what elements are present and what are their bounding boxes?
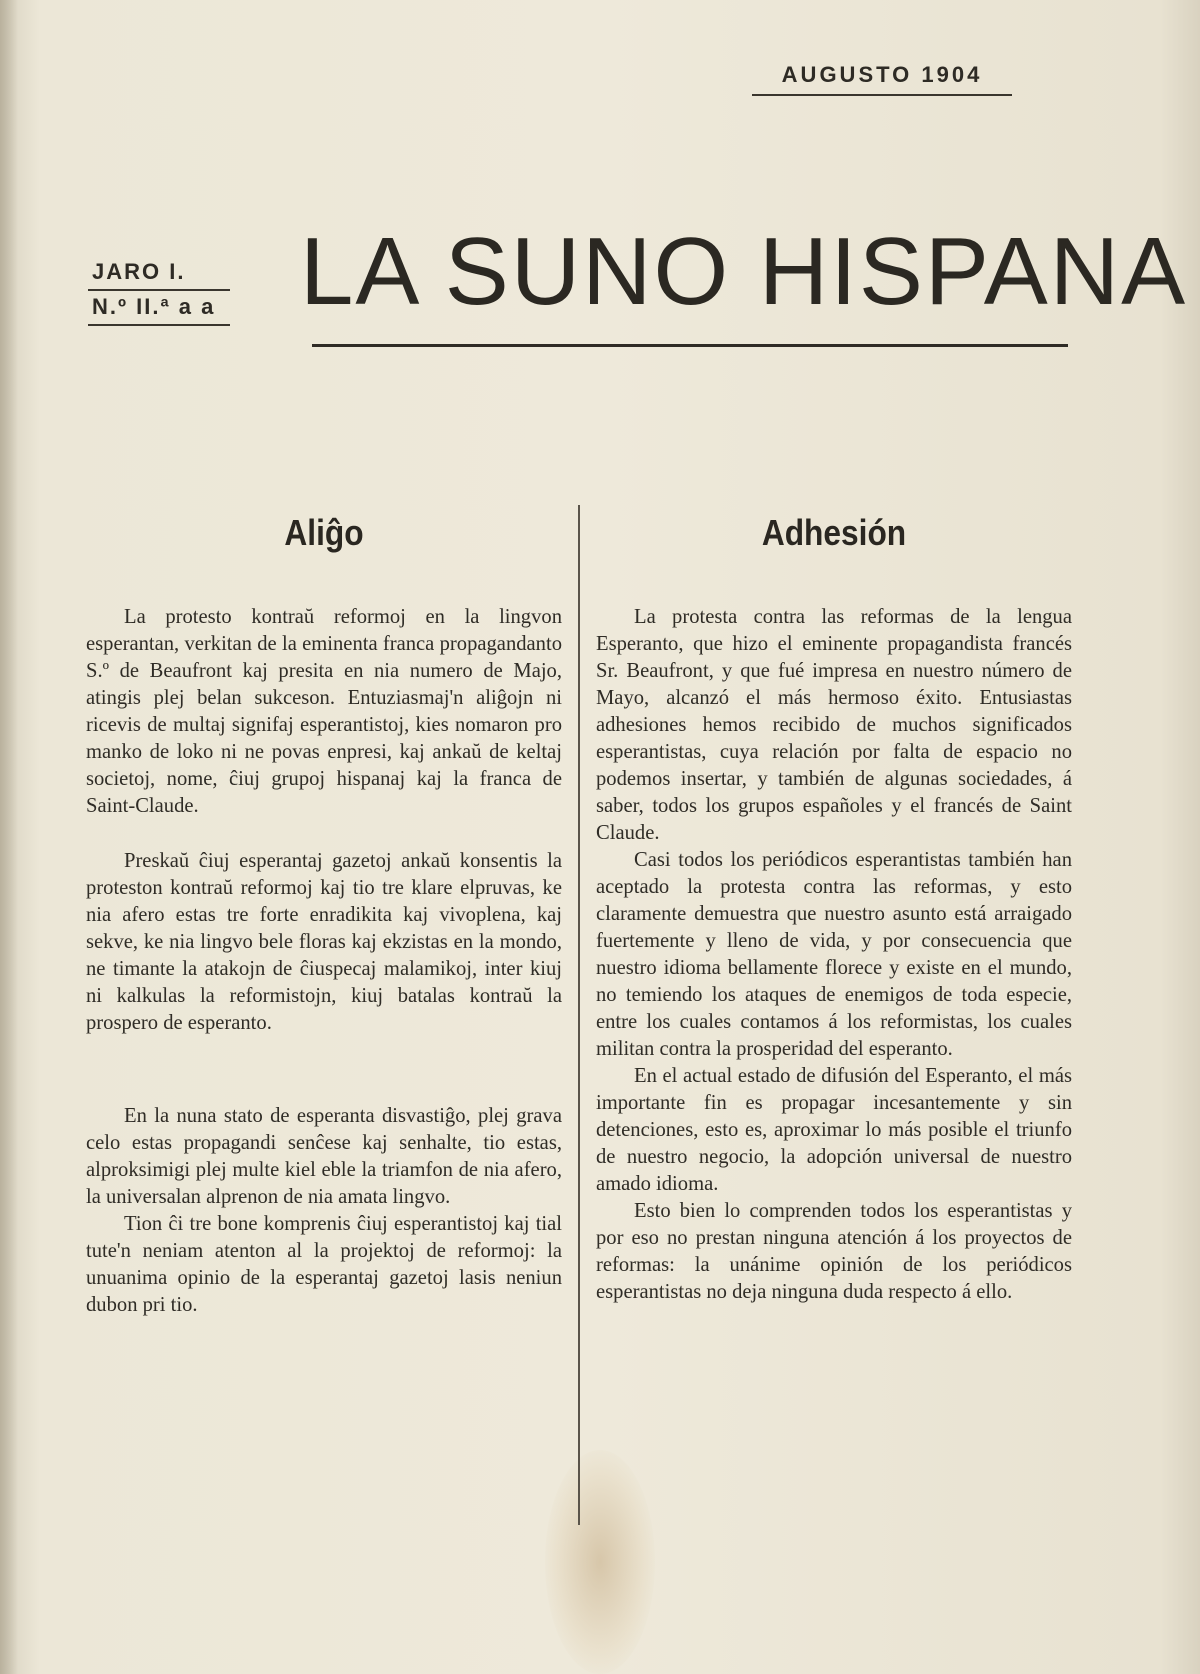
issue-info	[88, 256, 230, 326]
right-paragraph: La protesta contra las reformas de la lengua Esperanto, que hizo el eminente propagandista francés Sr. Beaufront, y que fué impresa en nuestro número de Mayo, alcanzó el más hermoso éxito. Entusiastas adhesiones hemos recibido de muchos significados esperantistas, cuya relación por falta de espacio no podemos insertar, y también de algunas sociedades, á saber, todos los grupos españoles y el francés de Saint Claude.	[596, 606, 1072, 844]
left-paragraph: Tion ĉi tre bone komprenis ĉiuj esperantistoj kaj tial tute'n neniam atenton al la projektoj de reformoj: la unuanima opinio de la esperantaj gazetoj lasis neniun dubon pri tio.	[86, 1213, 562, 1316]
binding-shadow	[0, 0, 18, 1674]
left-column-esperanto	[86, 512, 562, 1319]
left-paragraph: Preskaŭ ĉiuj esperantaj gazetoj ankaŭ konsentis la proteston kontraŭ reformoj kaj tio tre klare elpruvas, ke nia afero estas tre forte enradikita kaj vivoplena, kaj sekve, ke nia lingvo bele floras kaj ekzistas en la mondo, ne timante la atakojn de ĉiuspecaj malamikoj, inter kiuj ni kalkulas la reformistojn, kiuj batalas kontraŭ la prospero de esperanto.	[86, 850, 562, 1034]
masthead-rule	[312, 344, 1068, 347]
right-paragraph: En el actual estado de difusión del Esperanto, el más importante fin es propagar incesantemente y sin detenciones, esto es, aproximar lo más posible el triunfo de nuestro negocio, la adopción universal de nuestro amado idioma.	[596, 1065, 1072, 1195]
right-paragraph: Esto bien lo comprenden todos los esperantistas y por eso no prestan ninguna atención á los proyectos de reformas: la unánime opinión de los periódicos esperantistas no deja ninguna duda respecto á ello.	[596, 1200, 1072, 1303]
left-paragraph: En la nuna stato de esperanta disvastiĝo, plej grava celo estas propagandi senĉese kaj senhalte, tio estas, alproksimigi plej multe kiel eble la triamfon de nia afero, la universalan alprenon de nia amata lingvo.	[86, 1105, 562, 1208]
masthead	[300, 218, 1188, 364]
year-label: JARO I.	[88, 256, 230, 291]
right-column-spanish	[596, 512, 1072, 1306]
left-paragraph: La protesto kontraŭ reformoj en la lingvon esperantan, verkitan de la eminenta franca propagandanto S.º de Beaufront kaj presita en nia numero de Majo, atingis plej belan sukceson. Entuziasmaj'n aliĝojn ni ricevis de multaj signifaj esperantistoj, kies nomaron pro manko de loko ni ne povas enpresi, kaj ankaŭ de keltaj societoj, nome, ĉiuj grupoj hispanaj kaj la franca de Saint-Claude.	[86, 606, 562, 817]
paper-stain	[545, 1450, 655, 1674]
number-label: N.º II.ª a a	[88, 291, 230, 326]
right-paragraph: Casi todos los periódicos esperantistas también han aceptado la protesta contra las reformas, y esto claramente demuestra que nuestro asunto está arraigado fuertemente y lleno de vida, y por consecuencia que nuestro idioma bellamente florece y existe en el mundo, no temiendo los ataques de enemigos de toda especie, entre los cuales contamos á los reformistas, los cuales militan contra la prosperidad del esperanto.	[596, 849, 1072, 1060]
masthead-title: LA SUNO HISPANA	[300, 218, 1188, 325]
left-column-heading: Aliĝo	[284, 512, 364, 553]
column-divider	[578, 505, 580, 1525]
issue-date: AUGUSTO 1904	[752, 62, 1012, 96]
right-column-heading: Adhesión	[761, 512, 907, 553]
